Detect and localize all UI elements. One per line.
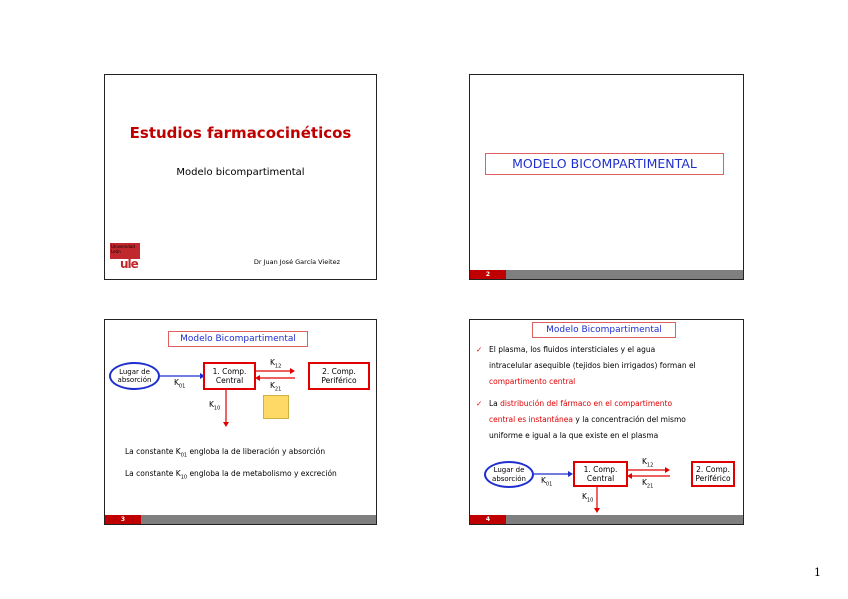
slide-1-frame xyxy=(104,74,377,280)
arrowhead-k10 xyxy=(223,422,229,427)
bullet-2-line-2: central es instantánea y la concentración del mismo xyxy=(489,415,686,424)
sticky-note xyxy=(263,395,289,419)
k21-label: $K_{21}$ xyxy=(642,478,654,490)
arrowhead-k12 xyxy=(665,467,670,473)
slide-4 xyxy=(469,319,744,525)
slide-4-title: Modelo Bicompartimental xyxy=(532,322,676,338)
central-compartment-label: 1. Comp. Central xyxy=(583,464,618,483)
bullet-1-line-3: compartimento central xyxy=(489,377,576,386)
logo-text-2: León xyxy=(111,249,121,254)
bullet-1-line-1: El plasma, los fluidos intersticiales y el agua xyxy=(489,345,656,354)
logo-text-1: Universidad xyxy=(111,244,135,249)
constant-line-2: La constante $K_{10}$ engloba la de metabolismo y excreción xyxy=(125,469,337,481)
k01-label: $K_{01}$ xyxy=(541,476,553,488)
page-number: 1 xyxy=(814,566,821,579)
slide-4-number: 4 xyxy=(470,515,506,524)
slide-2-bar xyxy=(470,270,743,279)
k21-label: $K_{21}$ xyxy=(270,381,282,393)
check-icon: ✓ xyxy=(476,345,483,354)
k10-label: $K_{10}$ xyxy=(582,492,594,504)
absorption-site-label: Lugar de absorción xyxy=(117,367,152,384)
slide-4-arrows xyxy=(470,320,745,526)
arrowhead-k10 xyxy=(594,508,600,513)
slide-3-arrows xyxy=(105,320,378,526)
bullet-1-line-2: intracelular asequible (tejidos bien irrigados) forman el xyxy=(489,361,696,370)
peripheral-compartment xyxy=(691,461,735,487)
slide-1-author: Dr Juan José García Vieitez xyxy=(253,258,340,266)
central-compartment xyxy=(203,362,256,390)
bullet-2-line-1: La distribución del fármaco en el compartimento xyxy=(489,399,673,408)
k10-label: $K_{10}$ xyxy=(209,400,221,412)
slide-1-title-text: Estudios farmacocinéticos xyxy=(129,124,352,142)
bullet-2-line-3: uniforme e igual a la que existe en el plasma xyxy=(489,431,659,440)
k12-label: $K_{12}$ xyxy=(642,457,654,469)
k01-label: $K_{01}$ xyxy=(174,378,186,390)
slide-2-number: 2 xyxy=(470,270,506,279)
logo-mark: ule xyxy=(120,257,138,271)
check-icon: ✓ xyxy=(476,399,483,408)
slide-3-number: 3 xyxy=(105,515,141,524)
peripheral-compartment xyxy=(308,362,370,390)
slide-2 xyxy=(469,74,744,280)
absorption-site-label: Lugar de absorción xyxy=(492,466,526,483)
constant-line-1: La constante $K_{01}$ engloba la de liberación y absorción xyxy=(125,447,326,459)
slide-4-bar xyxy=(470,515,743,524)
slide-3-title: Modelo Bicompartimental xyxy=(168,331,308,347)
slide-2-title: MODELO BICOMPARTIMENTAL xyxy=(485,153,724,175)
central-compartment xyxy=(573,461,628,487)
slide-1-subtitle: Modelo bicompartimental xyxy=(176,167,305,178)
peripheral-compartment-label: 2. Comp. Periférico xyxy=(695,464,731,483)
peripheral-compartment-label: 2. Comp. Periférico xyxy=(321,366,357,385)
slide-3-bar xyxy=(105,515,376,524)
slide-3 xyxy=(104,319,377,525)
k12-label: $K_{12}$ xyxy=(270,358,282,370)
arrowhead-k12 xyxy=(290,368,295,374)
central-compartment-label: 1. Comp. Central xyxy=(212,366,247,385)
